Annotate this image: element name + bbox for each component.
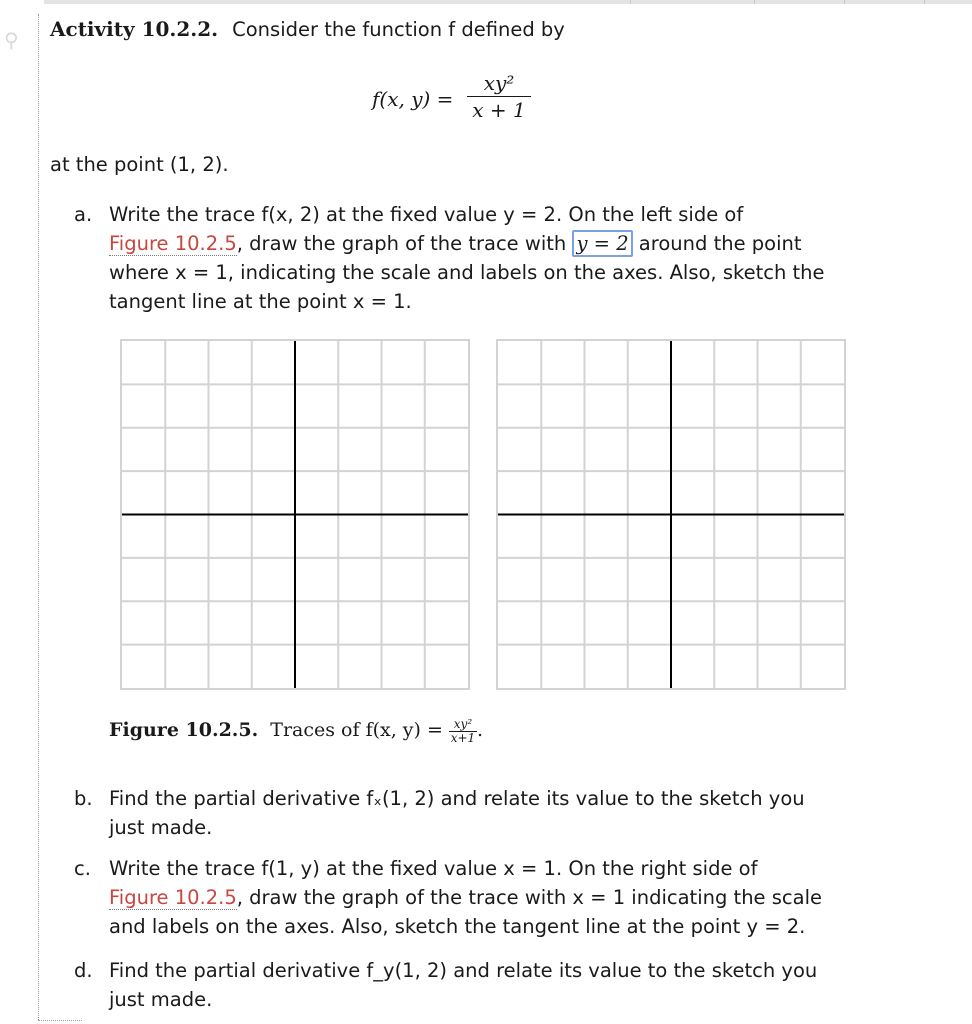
at-point-text: at the point (1, 2). (50, 153, 229, 176)
figure-caption-text: Traces of f(x, y) = (270, 719, 443, 741)
part-a-line-4: tangent line at the point x = 1. (109, 290, 412, 313)
formula-lhs: f(x, y) = (372, 87, 454, 111)
part-label: b. (74, 787, 93, 810)
left-trace-grid[interactable] (120, 339, 470, 690)
activity-intro: Consider the function f defined by (232, 18, 565, 41)
caption-period: . (476, 719, 484, 741)
figure-link[interactable]: Figure 10.2.5 (109, 232, 237, 255)
part-d-line-1: Find the partial derivative f_y(1, 2) and relate its value to the sketch you (109, 959, 818, 982)
formula-fraction (467, 70, 531, 123)
part-b-line-2: just made. (109, 816, 213, 839)
part-b-line-1: Find the partial derivative fₓ(1, 2) and relate its value to the sketch you (109, 787, 805, 810)
figure-label: Figure 10.2.5. (109, 719, 259, 741)
part-a-line-3: where x = 1, indicating the scale and labels on the axes. Also, sketch the (109, 261, 825, 284)
part-a-line-2-end: around the point (632, 232, 802, 255)
activity-title: Activity 10.2.2. (50, 17, 219, 41)
right-grid-svg (498, 341, 844, 688)
part-label: a. (74, 203, 93, 226)
left-grid-svg (122, 341, 468, 688)
activity-left-rule (38, 14, 39, 1020)
part-a-line-1: Write the trace f(x, 2) at the fixed value y = 2. On the left side of (109, 203, 744, 226)
part-a-line-2-start: draw the graph of the trace with (249, 232, 573, 255)
activity-heading (50, 17, 565, 41)
part-label: d. (74, 959, 93, 982)
figure-caption (109, 718, 483, 745)
caption-fraction (449, 718, 477, 745)
caption-denominator: x+1 (450, 731, 476, 745)
part-c-line-3: and labels on the axes. Also, sketch the tangent line at the point y = 2. (109, 915, 806, 938)
part-c-line-1: Write the trace f(1, y) at the fixed value x = 1. On the right side of (109, 857, 758, 880)
figure-link[interactable]: Figure 10.2.5 (109, 886, 237, 909)
top-divider (44, 0, 972, 4)
right-trace-grid[interactable] (496, 339, 846, 690)
formula-numerator: xy² (483, 71, 515, 95)
formula-denominator: x + 1 (472, 98, 526, 122)
caption-numerator: xy² (453, 717, 473, 731)
knowl-y-equals-2[interactable]: y = 2 (572, 230, 632, 257)
permalink-icon[interactable]: ⚲ (4, 28, 19, 52)
part-d-line-2: just made. (109, 988, 213, 1011)
activity-bottom-rule (38, 1020, 82, 1021)
part-label: c. (74, 857, 91, 880)
part-c-line-2: , draw the graph of the trace with x = 1 indicating the scale (236, 886, 822, 909)
